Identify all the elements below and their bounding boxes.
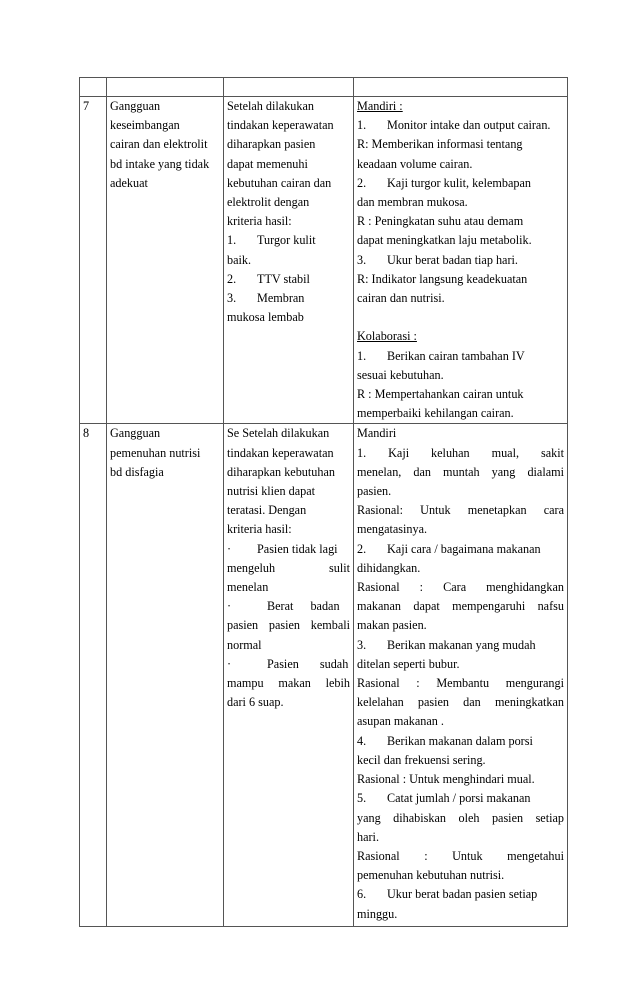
header-cell-no [80,78,107,97]
diagnosis-cell: Gangguan pemenuhan nutrisi bd disfagia [107,424,224,927]
header-cell-diagnosis [107,78,224,97]
intervention-cell: Mandiri : 1. Monitor intake dan output cairan. R: Memberikan informasi tentang keadaan volume cairan. 2. Kaji turgor kulit, kelembapan dan membran mukosa. R : Peningkatan suhu atau demam dapat meningkatkan laju metabolik. 3. Ukur berat badan tiap hari. R: Indikator langsung keadekuatan cairan dan nutrisi. Kolaborasi : 1. Berikan cairan tambahan IV sesuai kebutuhan. R : Mempertahankan cairan untuk memperbaiki kehilangan cairan. [354,97,568,424]
row-number: 8 [80,424,107,927]
table-header-row [80,78,568,97]
row-number: 7 [80,97,107,424]
diagnosis-cell: Gangguan keseimbangan cairan dan elektrolit bd intake yang tidak adekuat [107,97,224,424]
kolaborasi-heading: Kolaborasi : [357,329,417,344]
goal-cell: Se Setelah dilakukan tindakan keperawatan diharapkan kebutuhan nutrisi klien dapat teratasi. Dengan kriteria hasil: · Pasien tidak lagi mengeluh sulit menelan · Berat badan pasien pasien kembali normal · Pasien sudah mampu makan lebih dari 6 suap. [224,424,354,927]
intervention-cell: Mandiri 1. Kaji keluhan mual, sakit menelan, dan muntah yang dialami pasien. Rasional: Untuk menetapkan cara mengatasinya. 2. Kaji cara / bagaimana makanan dihidangkan. Rasional : Cara menghidangkan makanan dapat mempengaruhi nafsu makan pasien. 3. Berikan makanan yang mudah ditelan seperti bubur. Rasional : Membantu mengurangi kelelahan pasien dan meningkatkan asupan makanan . 4. Berikan makanan dalam porsi kecil dan frekuensi sering. Rasional : Untuk menghindari mual. 5. Catat jumlah / porsi makanan yang dihabiskan oleh pasien setiap hari. Rasional : Untuk mengetahui pemenuhan kebutuhan nutrisi. 6. Ukur berat badan pasien setiap minggu. [354,424,568,927]
header-cell-goal [224,78,354,97]
mandiri-heading: Mandiri [357,426,397,441]
header-cell-intervention [354,78,568,97]
table-row [80,424,568,927]
nursing-care-plan-table [79,77,568,927]
goal-cell: Setelah dilakukan tindakan keperawatan diharapkan pasien dapat memenuhi kebutuhan cairan dan elektrolit dengan kriteria hasil: 1. Turgor kulit baik. 2. TTV stabil 3. Membran mukosa lembab [224,97,354,424]
mandiri-heading: Mandiri : [357,99,403,113]
table-row [80,97,568,424]
